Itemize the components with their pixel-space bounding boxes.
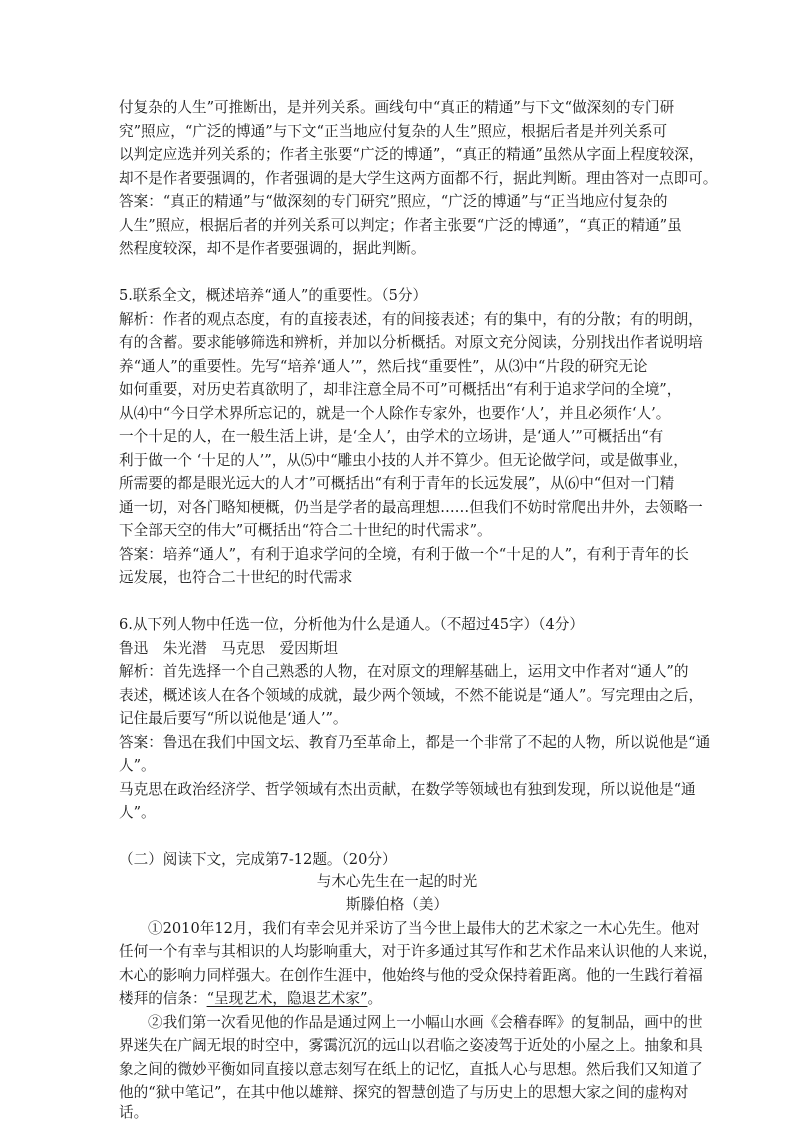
q6-answer-line: 答案：鲁迅在我们中国文坛、教育乃至革命上，都是一个非常了不起的人物，所以说他是“通 — [119, 734, 711, 751]
q5-analysis-line: 所需要的都是眼光远大的人才”可概括出“有利于青年的长远发展”，从⑹中“但对一门精 — [119, 475, 675, 492]
q5-analysis-line: 利于做一个 ‘十足的人’”，从⑸中“雕虫小技的人并不算少。但无论做学问，或是做事业， — [119, 452, 688, 469]
q4-analysis-line: 却不是作者要强调的，作者强调的是大学生这两方面都不行，据此判断。理由答对一点即可。 — [119, 170, 718, 187]
paragraph-2-line: ②我们第一次看见他的作品是通过网上一小幅山水画《会稽春晖》的复制品，画中的世 — [148, 1014, 703, 1031]
q6-question: 6.从下列人物中任选一位，分析他为什么是通人。（不超过45字）（4分） — [119, 616, 584, 633]
paragraph-2-line: 话。 — [119, 1104, 149, 1121]
underlined-quote: “呈现艺术，隐退艺术家” — [206, 990, 368, 1007]
paragraph-2-line: 界迷失在广阔无垠的时空中，雾霭沉沉的远山以君临之姿凌驾于近处的小屋之上。抽象和具 — [119, 1037, 703, 1054]
article-title: 与木心先生在一起的时光 — [316, 873, 478, 890]
paragraph-2-line: 他的“狱中笔记”，在其中他以雄辩、探究的智慧创造了与历史上的思想大家之间的虚构对 — [119, 1084, 689, 1101]
q6-options: 鲁迅 朱光潜 马克思 爱因斯坦 — [119, 640, 338, 657]
q4-answer-line: 人生”照应，根据后者的并列关系可以判定；作者主张要“广泛的博通”，“真正的精通”虽 — [119, 217, 682, 234]
q6-analysis-line: 表述，概述该人在各个领域的成就，最少两个领域，不然不能说是“通人”。写完理由之后， — [119, 687, 704, 704]
q4-analysis-line: 究”照应，“广泛的博通”与下文“正当地应付复杂的人生”照应，根据后者是并列关系可 — [119, 123, 668, 140]
paragraph-1-line: ①2010年12月，我们有幸会见并采访了当今世上最伟大的艺术家之一木心先生。他对 — [148, 920, 700, 937]
q5-analysis-line: 如何重要，对历史若真欲明了，却非注意全局不可”可概括出“有利于追求学问的全境”， — [119, 381, 682, 398]
q4-answer-line: 答案：“真正的精通”与“做深刻的专门研究”照应，“广泛的博通”与“正当地应付复杂的 — [119, 193, 668, 210]
q6-analysis-line: 解析：首先选择一个自己熟悉的人物，在对原文的理解基础上，运用文中作者对“通人”的 — [119, 663, 689, 680]
article-author: 斯滕伯格（美） — [345, 896, 449, 913]
q5-analysis-line: 解析：作者的观点态度，有的直接表述，有的间接表述；有的集中，有的分散；有的明朗， — [119, 311, 703, 328]
q4-analysis-line: 以判定应选并列关系的；作者主张要“广泛的博通”，“真正的精通”虽然从字面上程度较深， — [119, 146, 704, 163]
paragraph-1-line: 任何一个有幸与其相识的人均影响重大，对于许多通过其写作和艺术作品来认识他的人来说， — [119, 943, 718, 960]
paragraph-1-line: 木心的影响力同样强大。在创作生涯中，他始终与他的受众保持着距离。他的一生践行着福 — [119, 967, 703, 984]
q4-answer-line: 然程度较深，却不是作者要强调的，据此判断。 — [119, 240, 426, 257]
q5-answer-line: 答案：培养“通人”，有利于追求学问的全境，有利于做一个“十足的人”，有利于青年的长 — [119, 546, 689, 563]
q5-analysis-line: 从⑷中“今日学术界所忘记的，就是一个人除作专家外，也要作‘人’，并且必须作‘人’。 — [119, 405, 671, 422]
q6-answer2-line: 人”。 — [119, 804, 156, 821]
q5-analysis-line: 有的含蓄。要求能够筛选和辨析，并加以分析概括。对原文充分阅读，分别找出作者说明培 — [119, 334, 703, 351]
paragraph-1-suffix: 。 — [367, 990, 383, 1007]
paragraph-1-last-line — [119, 987, 382, 1011]
q6-analysis-line: 记住最后要写“所以说他是‘通人’”。 — [119, 710, 348, 727]
q4-analysis-line: 付复杂的人生”可推断出，是并列关系。画线句中“真正的精通”与下文“做深刻的专门研 — [119, 99, 675, 116]
q5-answer-line: 远发展，也符合二十世纪的时代需求 — [119, 569, 353, 586]
q6-answer-line: 人”。 — [119, 757, 156, 774]
reading-section-heading: （二）阅读下文，完成第7-12题。（20分） — [119, 851, 397, 868]
q6-answer2-line: 马克思在政治经济学、哲学领域有杰出贡献，在数学等领域也有独到发现，所以说他是“通 — [119, 781, 696, 798]
q5-analysis-line: 通一切，对各门略知梗概，仍当是学者的最高理想……但我们不妨时常爬出井外，去领略一 — [119, 499, 703, 516]
q5-question: 5.联系全文，概述培养“通人”的重要性。（5分） — [119, 287, 428, 304]
q5-analysis-line: 下全部天空的伟大”可概括出“符合二十世纪的时代需求”。 — [119, 522, 492, 539]
q5-analysis-line: 养“通人”的重要性。先写“培养‘通人’”，然后找“重要性”，从⑶中“片段的研究无论 — [119, 358, 648, 375]
paragraph-1-prefix: 楼拜的信条： — [119, 990, 207, 1007]
paragraph-2-line: 象之间的微妙平衡如同直接以意志刻写在纸上的记忆，直抵人心与思想。然后我们又知道了 — [119, 1061, 703, 1078]
q5-analysis-line: 一个十足的人，在一般生活上讲，是‘全人’，由学术的立场讲，是‘通人’”可概括出“有 — [119, 428, 664, 445]
